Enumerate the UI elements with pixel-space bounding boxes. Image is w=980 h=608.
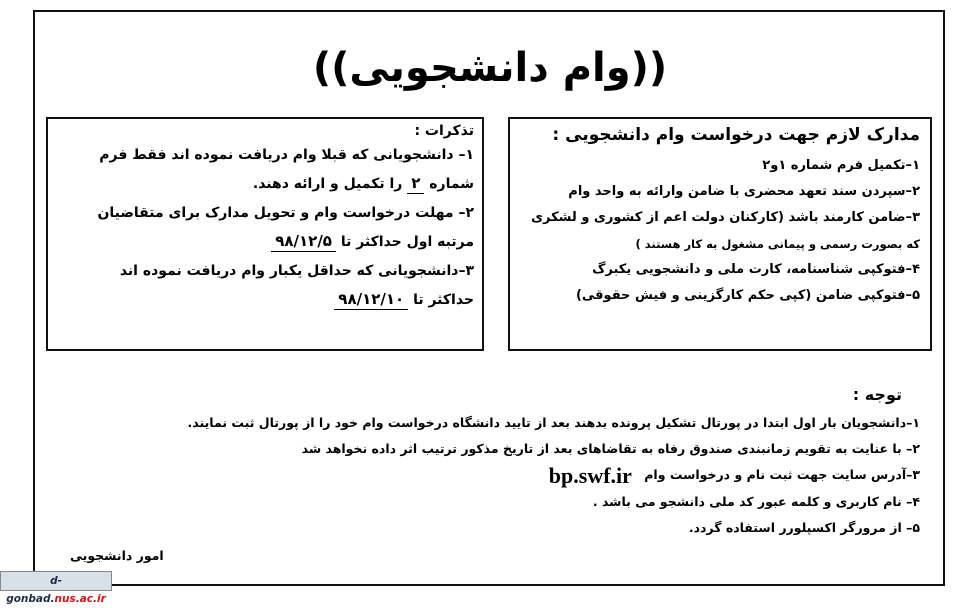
reminder-line: ۳–دانشجویانی که حداقل یکبار وام دریافت نموده اند xyxy=(119,263,474,279)
note-item xyxy=(160,462,920,489)
form-number-value: ۲ xyxy=(407,173,424,194)
reminder-line: ۱– دانشجویانی که قبلا وام دریافت نموده اند فقط فرم xyxy=(99,147,474,163)
requirement-item: که بصورت رسمی و پیمانی مشغول به کار هستند ) xyxy=(635,237,920,251)
reminder-line xyxy=(58,286,474,315)
requirement-item: ۳–ضامن کارمند باشد (کارکنان دولت اعم از کشوری و لشکری xyxy=(531,210,920,225)
site-link[interactable]: bp.swf.ir xyxy=(548,462,632,488)
reminders-box xyxy=(46,117,484,351)
requirements-box xyxy=(508,117,932,351)
requirement-item: ۴–فتوکپی شناسنامه، کارت ملی و دانشجویی یکبرگ xyxy=(592,262,920,277)
reminder-line xyxy=(58,170,474,199)
reminder-line: ۲– مهلت درخواست وام و تحویل مدارک برای متقاضیان xyxy=(97,205,474,221)
deadline-repeat-date: ۹۸/۱۲/۱۰ xyxy=(334,289,408,310)
note-item: ۵– از مرورگر اکسپلورر استفاده گردد. xyxy=(688,519,920,535)
deadline-first-label: مرتبه اول حداکثر تا xyxy=(340,234,474,250)
notes-section xyxy=(160,385,920,541)
requirement-item: ۲–سپردن سند تعهد محضری با ضامن وارائه به واحد وام xyxy=(568,184,920,199)
site-label: ۳–آدرس سایت جهت ثبت نام و درخواست وام xyxy=(644,467,920,482)
note-item: ۱–دانشجویان بار اول ابتدا در پورتال تشکیل پرونده بدهند بعد از تایید دانشگاه درخواست وام خود را از پورتال ثبت نمایند. xyxy=(187,415,920,430)
form-number-label: شماره xyxy=(429,176,474,192)
note-item: ۲– با عنایت به تقویم زمانبندی صندوق رفاه به تقاضاهای بعد از تاریخ مذکور ترتیب اثر داده نخواهد شد xyxy=(301,441,920,456)
deadline-first-date: ۹۸/۱۲/۵ xyxy=(271,231,336,252)
watermark-prefix: d-gonbad. xyxy=(6,575,62,605)
watermark-suffix: nus.ac.ir xyxy=(54,593,106,605)
requirements-heading: مدارک لازم جهت درخواست وام دانشجویی : xyxy=(552,125,920,145)
page-title: ((وام دانشجویی)) xyxy=(312,45,668,91)
watermark xyxy=(0,571,112,605)
requirement-item: ۱–تکمیل فرم شماره ۱و۲ xyxy=(762,158,920,173)
reminder-line xyxy=(58,228,474,257)
signature: امور دانشجویی xyxy=(70,548,164,563)
notes-heading: توجه : xyxy=(852,385,902,404)
reminders-heading: تذکرات : xyxy=(414,123,474,139)
requirement-item: ۵–فتوکپی ضامن (کپی حکم کارگزینی و فیش حقوقی) xyxy=(575,288,920,303)
deadline-repeat-label: حداکثر تا xyxy=(413,292,474,308)
note-item: ۴– نام کاربری و کلمه عبور کد ملی دانشجو می باشد . xyxy=(592,493,920,509)
form-number-suffix: را تکمیل و ارائه دهند. xyxy=(252,176,403,192)
